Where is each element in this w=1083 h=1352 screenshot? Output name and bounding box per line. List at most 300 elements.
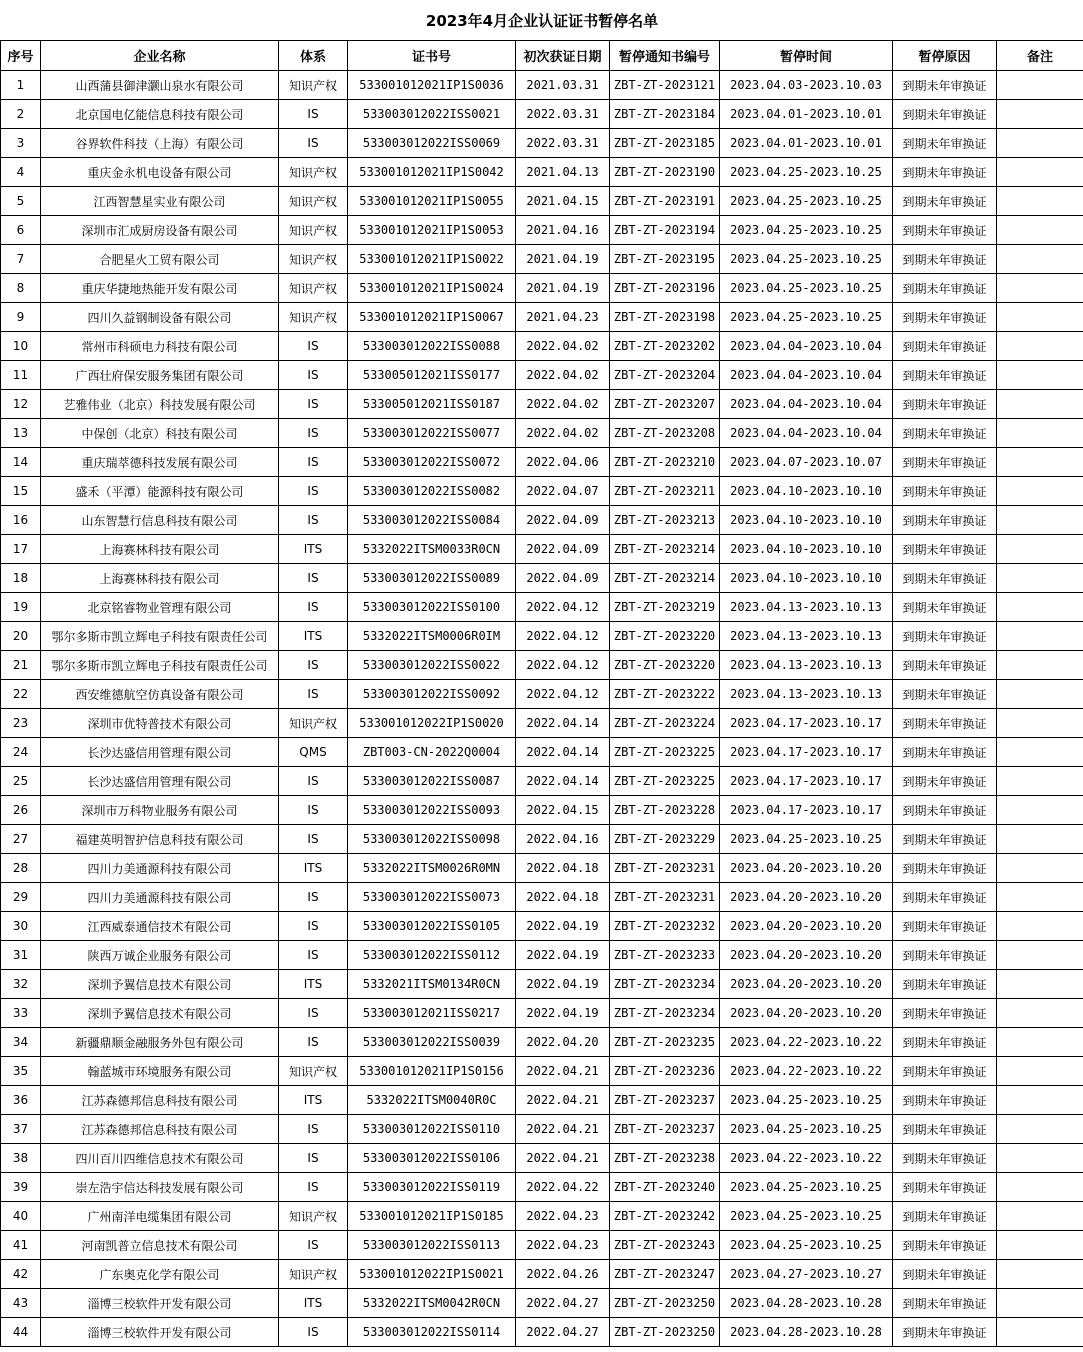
cell-system[interactable]: 知识产权 <box>279 1057 348 1086</box>
cell-notice-no[interactable]: ZBT-ZT-2023219 <box>610 593 720 622</box>
cell-index[interactable]: 43 <box>1 1289 41 1318</box>
cell-remark[interactable] <box>997 970 1083 999</box>
cell-reason[interactable]: 到期未年审换证 <box>893 1144 997 1173</box>
cell-cert-no[interactable]: 533001012021IP1S0055 <box>348 187 516 216</box>
cell-remark[interactable] <box>997 1115 1083 1144</box>
cell-reason[interactable]: 到期未年审换证 <box>893 651 997 680</box>
cell-notice-no[interactable]: ZBT-ZT-2023238 <box>610 1144 720 1173</box>
cell-first-date[interactable]: 2022.04.19 <box>516 941 610 970</box>
cell-index[interactable]: 11 <box>1 361 41 390</box>
cell-first-date[interactable]: 2022.04.19 <box>516 970 610 999</box>
cell-cert-no[interactable]: 533003012022ISS0039 <box>348 1028 516 1057</box>
cell-cert-no[interactable]: 533003012022ISS0077 <box>348 419 516 448</box>
cell-system[interactable]: IS <box>279 332 348 361</box>
cell-reason[interactable]: 到期未年审换证 <box>893 100 997 129</box>
cell-index[interactable]: 17 <box>1 535 41 564</box>
cell-reason[interactable]: 到期未年审换证 <box>893 1202 997 1231</box>
cell-system[interactable]: IS <box>279 419 348 448</box>
cell-index[interactable]: 22 <box>1 680 41 709</box>
cell-notice-no[interactable]: ZBT-ZT-2023214 <box>610 564 720 593</box>
cell-suspend-period[interactable]: 2023.04.20-2023.10.20 <box>720 854 893 883</box>
cell-reason[interactable]: 到期未年审换证 <box>893 709 997 738</box>
cell-remark[interactable] <box>997 535 1083 564</box>
cell-system[interactable]: IS <box>279 1028 348 1057</box>
cell-reason[interactable]: 到期未年审换证 <box>893 216 997 245</box>
cell-first-date[interactable]: 2022.04.12 <box>516 680 610 709</box>
cell-remark[interactable] <box>997 158 1083 187</box>
cell-system[interactable]: 知识产权 <box>279 158 348 187</box>
cell-first-date[interactable]: 2021.04.19 <box>516 245 610 274</box>
cell-system[interactable]: ITS <box>279 1289 348 1318</box>
cell-first-date[interactable]: 2022.04.23 <box>516 1231 610 1260</box>
cell-reason[interactable]: 到期未年审换证 <box>893 999 997 1028</box>
cell-index[interactable]: 28 <box>1 854 41 883</box>
cell-system[interactable]: IS <box>279 1144 348 1173</box>
header-system[interactable]: 体系 <box>279 41 348 71</box>
cell-reason[interactable]: 到期未年审换证 <box>893 767 997 796</box>
cell-suspend-period[interactable]: 2023.04.27-2023.10.27 <box>720 1260 893 1289</box>
cell-cert-no[interactable]: 533003012021ISS0217 <box>348 999 516 1028</box>
cell-reason[interactable]: 到期未年审换证 <box>893 303 997 332</box>
cell-first-date[interactable]: 2022.03.31 <box>516 100 610 129</box>
cell-cert-no[interactable]: 5332022ITSM0040R0C <box>348 1086 516 1115</box>
cell-remark[interactable] <box>997 100 1083 129</box>
cell-system[interactable]: IS <box>279 361 348 390</box>
cell-remark[interactable] <box>997 506 1083 535</box>
cell-reason[interactable]: 到期未年审换证 <box>893 680 997 709</box>
cell-system[interactable]: IS <box>279 100 348 129</box>
cell-notice-no[interactable]: ZBT-ZT-2023236 <box>610 1057 720 1086</box>
cell-cert-no[interactable]: 533003012022ISS0119 <box>348 1173 516 1202</box>
cell-company[interactable]: 重庆华捷地热能开发有限公司 <box>41 274 279 303</box>
cell-reason[interactable]: 到期未年审换证 <box>893 970 997 999</box>
cell-cert-no[interactable]: 533003012022ISS0092 <box>348 680 516 709</box>
cell-company[interactable]: 合肥星火工贸有限公司 <box>41 245 279 274</box>
cell-index[interactable]: 29 <box>1 883 41 912</box>
cell-first-date[interactable]: 2022.04.02 <box>516 361 610 390</box>
cell-system[interactable]: IS <box>279 941 348 970</box>
cell-reason[interactable]: 到期未年审换证 <box>893 1028 997 1057</box>
cell-index[interactable]: 18 <box>1 564 41 593</box>
cell-company[interactable]: 谷界软件科技（上海）有限公司 <box>41 129 279 158</box>
cell-company[interactable]: 深圳予翼信息技术有限公司 <box>41 970 279 999</box>
cell-index[interactable]: 10 <box>1 332 41 361</box>
cell-remark[interactable] <box>997 854 1083 883</box>
cell-suspend-period[interactable]: 2023.04.25-2023.10.25 <box>720 825 893 854</box>
cell-reason[interactable]: 到期未年审换证 <box>893 593 997 622</box>
cell-company[interactable]: 四川百川四维信息技术有限公司 <box>41 1144 279 1173</box>
cell-system[interactable]: IS <box>279 1173 348 1202</box>
cell-first-date[interactable]: 2022.04.19 <box>516 912 610 941</box>
cell-reason[interactable]: 到期未年审换证 <box>893 1057 997 1086</box>
cell-first-date[interactable]: 2022.04.18 <box>516 854 610 883</box>
cell-suspend-period[interactable]: 2023.04.25-2023.10.25 <box>720 1173 893 1202</box>
cell-notice-no[interactable]: ZBT-ZT-2023225 <box>610 738 720 767</box>
cell-company[interactable]: 淄博三校软件开发有限公司 <box>41 1318 279 1347</box>
cell-notice-no[interactable]: ZBT-ZT-2023198 <box>610 303 720 332</box>
cell-company[interactable]: 福建英明智护信息科技有限公司 <box>41 825 279 854</box>
cell-index[interactable]: 34 <box>1 1028 41 1057</box>
cell-company[interactable]: 广东奥克化学有限公司 <box>41 1260 279 1289</box>
cell-first-date[interactable]: 2022.04.21 <box>516 1115 610 1144</box>
cell-first-date[interactable]: 2022.04.16 <box>516 825 610 854</box>
cell-suspend-period[interactable]: 2023.04.17-2023.10.17 <box>720 767 893 796</box>
cell-remark[interactable] <box>997 303 1083 332</box>
cell-suspend-period[interactable]: 2023.04.25-2023.10.25 <box>720 245 893 274</box>
cell-reason[interactable]: 到期未年审换证 <box>893 71 997 100</box>
cell-remark[interactable] <box>997 680 1083 709</box>
cell-suspend-period[interactable]: 2023.04.25-2023.10.25 <box>720 216 893 245</box>
cell-reason[interactable]: 到期未年审换证 <box>893 564 997 593</box>
cell-cert-no[interactable]: 533001012021IP1S0022 <box>348 245 516 274</box>
cell-company[interactable]: 河南凯普立信息技术有限公司 <box>41 1231 279 1260</box>
cell-system[interactable]: QMS <box>279 738 348 767</box>
cell-reason[interactable]: 到期未年审换证 <box>893 361 997 390</box>
cell-index[interactable]: 26 <box>1 796 41 825</box>
cell-company[interactable]: 中保创（北京）科技有限公司 <box>41 419 279 448</box>
cell-system[interactable]: IS <box>279 129 348 158</box>
cell-company[interactable]: 深圳市万科物业服务有限公司 <box>41 796 279 825</box>
cell-cert-no[interactable]: 533001012021IP1S0067 <box>348 303 516 332</box>
cell-reason[interactable]: 到期未年审换证 <box>893 187 997 216</box>
cell-company[interactable]: 深圳市优特普技术有限公司 <box>41 709 279 738</box>
cell-suspend-period[interactable]: 2023.04.10-2023.10.10 <box>720 564 893 593</box>
cell-notice-no[interactable]: ZBT-ZT-2023222 <box>610 680 720 709</box>
cell-suspend-period[interactable]: 2023.04.13-2023.10.13 <box>720 593 893 622</box>
cell-first-date[interactable]: 2022.04.14 <box>516 709 610 738</box>
cell-company[interactable]: 艺雅伟业（北京）科技发展有限公司 <box>41 390 279 419</box>
cell-remark[interactable] <box>997 1318 1083 1347</box>
cell-index[interactable]: 4 <box>1 158 41 187</box>
cell-remark[interactable] <box>997 883 1083 912</box>
cell-suspend-period[interactable]: 2023.04.25-2023.10.25 <box>720 303 893 332</box>
cell-reason[interactable]: 到期未年审换证 <box>893 1231 997 1260</box>
cell-notice-no[interactable]: ZBT-ZT-2023196 <box>610 274 720 303</box>
cell-notice-no[interactable]: ZBT-ZT-2023190 <box>610 158 720 187</box>
cell-remark[interactable] <box>997 448 1083 477</box>
cell-reason[interactable]: 到期未年审换证 <box>893 419 997 448</box>
cell-index[interactable]: 40 <box>1 1202 41 1231</box>
cell-index[interactable]: 24 <box>1 738 41 767</box>
cell-suspend-period[interactable]: 2023.04.22-2023.10.22 <box>720 1144 893 1173</box>
header-company[interactable]: 企业名称 <box>41 41 279 71</box>
cell-notice-no[interactable]: ZBT-ZT-2023228 <box>610 796 720 825</box>
cell-remark[interactable] <box>997 1202 1083 1231</box>
cell-cert-no[interactable]: 533003012022ISS0110 <box>348 1115 516 1144</box>
cell-index[interactable]: 35 <box>1 1057 41 1086</box>
cell-suspend-period[interactable]: 2023.04.13-2023.10.13 <box>720 651 893 680</box>
cell-notice-no[interactable]: ZBT-ZT-2023247 <box>610 1260 720 1289</box>
cell-cert-no[interactable]: 533005012021ISS0187 <box>348 390 516 419</box>
cell-index[interactable]: 33 <box>1 999 41 1028</box>
cell-cert-no[interactable]: 533003012022ISS0089 <box>348 564 516 593</box>
cell-remark[interactable] <box>997 1289 1083 1318</box>
cell-cert-no[interactable]: 533001012021IP1S0024 <box>348 274 516 303</box>
cell-system[interactable]: IS <box>279 1318 348 1347</box>
cell-remark[interactable] <box>997 332 1083 361</box>
cell-index[interactable]: 21 <box>1 651 41 680</box>
header-remark[interactable]: 备注 <box>997 41 1083 71</box>
cell-notice-no[interactable]: ZBT-ZT-2023185 <box>610 129 720 158</box>
cell-cert-no[interactable]: 533003012022ISS0113 <box>348 1231 516 1260</box>
cell-company[interactable]: 盛禾（平潭）能源科技有限公司 <box>41 477 279 506</box>
cell-first-date[interactable]: 2022.04.09 <box>516 506 610 535</box>
cell-system[interactable]: IS <box>279 390 348 419</box>
cell-company[interactable]: 淄博三校软件开发有限公司 <box>41 1289 279 1318</box>
cell-cert-no[interactable]: 533001012021IP1S0053 <box>348 216 516 245</box>
cell-reason[interactable]: 到期未年审换证 <box>893 1173 997 1202</box>
cell-cert-no[interactable]: 5332021ITSM0134R0CN <box>348 970 516 999</box>
cell-suspend-period[interactable]: 2023.04.22-2023.10.22 <box>720 1057 893 1086</box>
cell-index[interactable]: 13 <box>1 419 41 448</box>
cell-index[interactable]: 9 <box>1 303 41 332</box>
cell-notice-no[interactable]: ZBT-ZT-2023224 <box>610 709 720 738</box>
cell-cert-no[interactable]: 533001012021IP1S0036 <box>348 71 516 100</box>
cell-first-date[interactable]: 2021.04.19 <box>516 274 610 303</box>
cell-suspend-period[interactable]: 2023.04.20-2023.10.20 <box>720 970 893 999</box>
cell-first-date[interactable]: 2022.04.26 <box>516 1260 610 1289</box>
cell-reason[interactable]: 到期未年审换证 <box>893 245 997 274</box>
cell-notice-no[interactable]: ZBT-ZT-2023242 <box>610 1202 720 1231</box>
cell-index[interactable]: 12 <box>1 390 41 419</box>
cell-suspend-period[interactable]: 2023.04.25-2023.10.25 <box>720 1115 893 1144</box>
cell-cert-no[interactable]: 5332022ITSM0026R0MN <box>348 854 516 883</box>
cell-company[interactable]: 常州市科硕电力科技有限公司 <box>41 332 279 361</box>
cell-cert-no[interactable]: 533003012022ISS0105 <box>348 912 516 941</box>
cell-suspend-period[interactable]: 2023.04.04-2023.10.04 <box>720 361 893 390</box>
cell-index[interactable]: 41 <box>1 1231 41 1260</box>
cell-first-date[interactable]: 2022.04.19 <box>516 999 610 1028</box>
cell-notice-no[interactable]: ZBT-ZT-2023191 <box>610 187 720 216</box>
cell-cert-no[interactable]: 533001012021IP1S0185 <box>348 1202 516 1231</box>
cell-cert-no[interactable]: 5332022ITSM0042R0CN <box>348 1289 516 1318</box>
cell-index[interactable]: 20 <box>1 622 41 651</box>
cell-company[interactable]: 长沙达盛信用管理有限公司 <box>41 738 279 767</box>
cell-suspend-period[interactable]: 2023.04.01-2023.10.01 <box>720 129 893 158</box>
cell-reason[interactable]: 到期未年审换证 <box>893 1318 997 1347</box>
cell-notice-no[interactable]: ZBT-ZT-2023250 <box>610 1289 720 1318</box>
cell-first-date[interactable]: 2022.04.20 <box>516 1028 610 1057</box>
cell-reason[interactable]: 到期未年审换证 <box>893 1115 997 1144</box>
cell-first-date[interactable]: 2021.04.23 <box>516 303 610 332</box>
cell-system[interactable]: IS <box>279 999 348 1028</box>
cell-remark[interactable] <box>997 593 1083 622</box>
cell-suspend-period[interactable]: 2023.04.25-2023.10.25 <box>720 1231 893 1260</box>
cell-notice-no[interactable]: ZBT-ZT-2023231 <box>610 854 720 883</box>
cell-index[interactable]: 19 <box>1 593 41 622</box>
cell-company[interactable]: 广西壮府保安服务集团有限公司 <box>41 361 279 390</box>
cell-index[interactable]: 31 <box>1 941 41 970</box>
cell-notice-no[interactable]: ZBT-ZT-2023240 <box>610 1173 720 1202</box>
cell-remark[interactable] <box>997 216 1083 245</box>
cell-system[interactable]: 知识产权 <box>279 187 348 216</box>
cell-remark[interactable] <box>997 1231 1083 1260</box>
cell-system[interactable]: IS <box>279 651 348 680</box>
cell-reason[interactable]: 到期未年审换证 <box>893 332 997 361</box>
cell-remark[interactable] <box>997 709 1083 738</box>
cell-remark[interactable] <box>997 651 1083 680</box>
cell-cert-no[interactable]: 533003012022ISS0069 <box>348 129 516 158</box>
cell-notice-no[interactable]: ZBT-ZT-2023220 <box>610 622 720 651</box>
cell-system[interactable]: 知识产权 <box>279 274 348 303</box>
cell-cert-no[interactable]: 533003012022ISS0106 <box>348 1144 516 1173</box>
cell-first-date[interactable]: 2022.04.21 <box>516 1086 610 1115</box>
cell-suspend-period[interactable]: 2023.04.25-2023.10.25 <box>720 158 893 187</box>
cell-first-date[interactable]: 2021.04.15 <box>516 187 610 216</box>
cell-notice-no[interactable]: ZBT-ZT-2023232 <box>610 912 720 941</box>
cell-suspend-period[interactable]: 2023.04.25-2023.10.25 <box>720 274 893 303</box>
cell-notice-no[interactable]: ZBT-ZT-2023225 <box>610 767 720 796</box>
cell-notice-no[interactable]: ZBT-ZT-2023234 <box>610 999 720 1028</box>
cell-suspend-period[interactable]: 2023.04.03-2023.10.03 <box>720 71 893 100</box>
cell-system[interactable]: IS <box>279 796 348 825</box>
cell-suspend-period[interactable]: 2023.04.10-2023.10.10 <box>720 535 893 564</box>
cell-index[interactable]: 32 <box>1 970 41 999</box>
cell-notice-no[interactable]: ZBT-ZT-2023211 <box>610 477 720 506</box>
cell-suspend-period[interactable]: 2023.04.01-2023.10.01 <box>720 100 893 129</box>
cell-notice-no[interactable]: ZBT-ZT-2023195 <box>610 245 720 274</box>
cell-first-date[interactable]: 2021.03.31 <box>516 71 610 100</box>
cell-remark[interactable] <box>997 767 1083 796</box>
cell-suspend-period[interactable]: 2023.04.22-2023.10.22 <box>720 1028 893 1057</box>
cell-cert-no[interactable]: 533001012021IP1S0156 <box>348 1057 516 1086</box>
cell-cert-no[interactable]: 533003012022ISS0021 <box>348 100 516 129</box>
cell-suspend-period[interactable]: 2023.04.25-2023.10.25 <box>720 1202 893 1231</box>
cell-company[interactable]: 北京国电亿能信息科技有限公司 <box>41 100 279 129</box>
cell-remark[interactable] <box>997 738 1083 767</box>
cell-remark[interactable] <box>997 1173 1083 1202</box>
cell-remark[interactable] <box>997 564 1083 593</box>
cell-company[interactable]: 江苏森德邦信息科技有限公司 <box>41 1086 279 1115</box>
cell-index[interactable]: 27 <box>1 825 41 854</box>
cell-cert-no[interactable]: 533003012022ISS0098 <box>348 825 516 854</box>
cell-company[interactable]: 江西威泰通信技术有限公司 <box>41 912 279 941</box>
cell-notice-no[interactable]: ZBT-ZT-2023204 <box>610 361 720 390</box>
cell-reason[interactable]: 到期未年审换证 <box>893 941 997 970</box>
cell-suspend-period[interactable]: 2023.04.17-2023.10.17 <box>720 796 893 825</box>
cell-index[interactable]: 37 <box>1 1115 41 1144</box>
cell-index[interactable]: 25 <box>1 767 41 796</box>
cell-company[interactable]: 新疆鼎顺金融服务外包有限公司 <box>41 1028 279 1057</box>
cell-first-date[interactable]: 2022.04.12 <box>516 651 610 680</box>
cell-index[interactable]: 14 <box>1 448 41 477</box>
cell-remark[interactable] <box>997 796 1083 825</box>
cell-suspend-period[interactable]: 2023.04.10-2023.10.10 <box>720 506 893 535</box>
cell-notice-no[interactable]: ZBT-ZT-2023208 <box>610 419 720 448</box>
header-reason[interactable]: 暂停原因 <box>893 41 997 71</box>
cell-system[interactable]: 知识产权 <box>279 245 348 274</box>
cell-cert-no[interactable]: ZBT003-CN-2022Q0004 <box>348 738 516 767</box>
cell-system[interactable]: IS <box>279 680 348 709</box>
cell-notice-no[interactable]: ZBT-ZT-2023231 <box>610 883 720 912</box>
cell-remark[interactable] <box>997 941 1083 970</box>
cell-cert-no[interactable]: 533003012022ISS0084 <box>348 506 516 535</box>
cell-remark[interactable] <box>997 1028 1083 1057</box>
cell-reason[interactable]: 到期未年审换证 <box>893 1260 997 1289</box>
cell-notice-no[interactable]: ZBT-ZT-2023229 <box>610 825 720 854</box>
cell-cert-no[interactable]: 533001012021IP1S0042 <box>348 158 516 187</box>
cell-company[interactable]: 北京铭睿物业管理有限公司 <box>41 593 279 622</box>
cell-company[interactable]: 鄂尔多斯市凯立辉电子科技有限责任公司 <box>41 622 279 651</box>
cell-system[interactable]: 知识产权 <box>279 216 348 245</box>
cell-remark[interactable] <box>997 274 1083 303</box>
cell-cert-no[interactable]: 533003012022ISS0022 <box>348 651 516 680</box>
cell-system[interactable]: ITS <box>279 1086 348 1115</box>
cell-first-date[interactable]: 2021.04.13 <box>516 158 610 187</box>
cell-index[interactable]: 30 <box>1 912 41 941</box>
cell-notice-no[interactable]: ZBT-ZT-2023213 <box>610 506 720 535</box>
cell-suspend-period[interactable]: 2023.04.20-2023.10.20 <box>720 912 893 941</box>
cell-reason[interactable]: 到期未年审换证 <box>893 912 997 941</box>
cell-company[interactable]: 江苏森德邦信息科技有限公司 <box>41 1115 279 1144</box>
cell-index[interactable]: 2 <box>1 100 41 129</box>
header-cert-no[interactable]: 证书号 <box>348 41 516 71</box>
cell-remark[interactable] <box>997 622 1083 651</box>
cell-company[interactable]: 四川力美通源科技有限公司 <box>41 854 279 883</box>
cell-reason[interactable]: 到期未年审换证 <box>893 1086 997 1115</box>
header-first-date[interactable]: 初次获证日期 <box>516 41 610 71</box>
cell-suspend-period[interactable]: 2023.04.17-2023.10.17 <box>720 738 893 767</box>
cell-remark[interactable] <box>997 187 1083 216</box>
cell-index[interactable]: 44 <box>1 1318 41 1347</box>
cell-notice-no[interactable]: ZBT-ZT-2023214 <box>610 535 720 564</box>
cell-notice-no[interactable]: ZBT-ZT-2023121 <box>610 71 720 100</box>
cell-system[interactable]: IS <box>279 767 348 796</box>
cell-first-date[interactable]: 2022.04.02 <box>516 332 610 361</box>
cell-company[interactable]: 重庆瑞萃德科技发展有限公司 <box>41 448 279 477</box>
cell-suspend-period[interactable]: 2023.04.13-2023.10.13 <box>720 680 893 709</box>
cell-first-date[interactable]: 2021.04.16 <box>516 216 610 245</box>
cell-system[interactable]: ITS <box>279 622 348 651</box>
cell-suspend-period[interactable]: 2023.04.28-2023.10.28 <box>720 1289 893 1318</box>
cell-first-date[interactable]: 2022.04.22 <box>516 1173 610 1202</box>
cell-system[interactable]: IS <box>279 506 348 535</box>
cell-suspend-period[interactable]: 2023.04.28-2023.10.28 <box>720 1318 893 1347</box>
cell-suspend-period[interactable]: 2023.04.04-2023.10.04 <box>720 390 893 419</box>
cell-system[interactable]: 知识产权 <box>279 709 348 738</box>
cell-index[interactable]: 8 <box>1 274 41 303</box>
cell-reason[interactable]: 到期未年审换证 <box>893 796 997 825</box>
cell-first-date[interactable]: 2022.04.15 <box>516 796 610 825</box>
cell-notice-no[interactable]: ZBT-ZT-2023237 <box>610 1086 720 1115</box>
cell-company[interactable]: 深圳市汇成厨房设备有限公司 <box>41 216 279 245</box>
cell-company[interactable]: 山东智慧行信息科技有限公司 <box>41 506 279 535</box>
cell-company[interactable]: 山西蒲县御津灏山泉水有限公司 <box>41 71 279 100</box>
header-suspend-period[interactable]: 暂停时间 <box>720 41 893 71</box>
cell-company[interactable]: 重庆金永机电设备有限公司 <box>41 158 279 187</box>
cell-notice-no[interactable]: ZBT-ZT-2023220 <box>610 651 720 680</box>
cell-cert-no[interactable]: 533003012022ISS0093 <box>348 796 516 825</box>
cell-reason[interactable]: 到期未年审换证 <box>893 129 997 158</box>
cell-system[interactable]: 知识产权 <box>279 1260 348 1289</box>
cell-cert-no[interactable]: 533003012022ISS0114 <box>348 1318 516 1347</box>
cell-first-date[interactable]: 2022.04.18 <box>516 883 610 912</box>
cell-cert-no[interactable]: 533003012022ISS0073 <box>348 883 516 912</box>
cell-company[interactable]: 上海赛林科技有限公司 <box>41 564 279 593</box>
cell-remark[interactable] <box>997 361 1083 390</box>
cell-system[interactable]: IS <box>279 1115 348 1144</box>
cell-index[interactable]: 23 <box>1 709 41 738</box>
cell-first-date[interactable]: 2022.04.07 <box>516 477 610 506</box>
cell-notice-no[interactable]: ZBT-ZT-2023237 <box>610 1115 720 1144</box>
cell-remark[interactable] <box>997 825 1083 854</box>
cell-suspend-period[interactable]: 2023.04.04-2023.10.04 <box>720 332 893 361</box>
cell-cert-no[interactable]: 533003012022ISS0082 <box>348 477 516 506</box>
cell-company[interactable]: 广州南洋电缆集团有限公司 <box>41 1202 279 1231</box>
cell-company[interactable]: 长沙达盛信用管理有限公司 <box>41 767 279 796</box>
cell-system[interactable]: 知识产权 <box>279 303 348 332</box>
cell-suspend-period[interactable]: 2023.04.17-2023.10.17 <box>720 709 893 738</box>
